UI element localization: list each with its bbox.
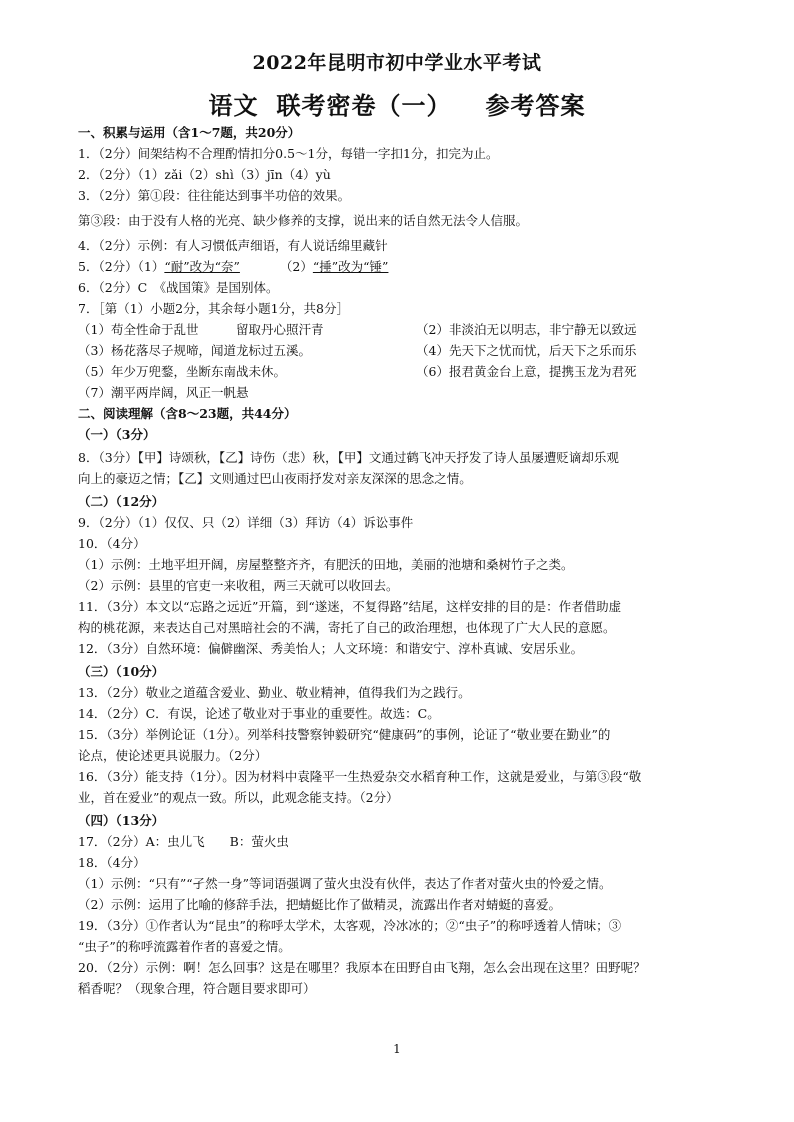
answer-line: 17．（2分）A：虫儿飞 B：萤火虫 (78, 834, 289, 849)
subtitle-answer: 参考答案 (485, 91, 586, 120)
answer-line: 8．（3分）【甲】诗颂秋，【乙】诗伤（悲）秋，【甲】文通过鹤飞冲天抒发了诗人虽屡遭贬谪却乐观 (78, 450, 619, 465)
exam-title: 2022年昆明市初中学业水平考试 (252, 52, 542, 74)
correction-b: “捶”改为“锤” (312, 259, 389, 274)
answer-line: 16．（3分）能支持（1分）。因为材料中袁隆平一生热爱杂交水稻育种工作，这就是爱业，与第③段“敬 (78, 769, 642, 784)
answer-prefix: 5．（2分）（1） (78, 259, 165, 274)
poem-item: （4）先天下之忧而忧，后天下之乐而乐 (416, 343, 637, 358)
poem-item: （1）苟全性命于乱世 留取丹心照汗青 (78, 322, 324, 337)
answer-line: （1）示例：土地平坦开阔，房屋整整齐齐，有肥沃的田地，美丽的池塘和桑树竹子之类。 (78, 557, 574, 572)
part-heading: （二）（12分） (78, 494, 165, 509)
answer-line: 构的桃花源，来表达自己对黑暗社会的不满，寄托了自己的政治理想，也体现了广大人民的意愿。 (78, 620, 616, 635)
answer-line: 19．（3分）①作者认为“昆虫”的称呼太学术，太客观，冷冰冰的；②“虫子”的称呼透着人情味；③ (78, 918, 622, 933)
answer-line: 第③段：由于没有人格的光亮、缺少修养的支撑，说出来的话自然无法令人信服。 (78, 213, 529, 228)
answer-line: （1）示例：“只有”“孑然一身”等词语强调了萤火虫没有伙伴，表达了作者对萤火虫的怜爱之情。 (78, 876, 612, 891)
answer-line: 4．（2分）示例：有人习惯低声细语，有人说话绵里藏针 (78, 238, 388, 253)
answer-line: 15．（3分）举例论证（1分）。列举科技警察钟毅研究“健康码”的事例，论证了“敬业要在勤业”的 (78, 727, 611, 742)
poem-grid (78, 319, 708, 403)
part-heading: （一）（3分） (78, 427, 156, 442)
answer-line: 论点，使论述更具说服力。（2分） (78, 748, 268, 763)
answer-line: 10．（4分） (78, 536, 146, 551)
poem-item: （2）非淡泊无以明志，非宁静无以致远 (416, 322, 637, 337)
poem-item: （7）潮平两岸阔，风正一帆悬 (78, 385, 249, 400)
answer-line: “虫子”的称呼流露着作者的喜爱之情。 (78, 939, 291, 954)
answer-line: 7．［第（1）小题2分，其余每小题1分，共8分］ (78, 301, 350, 316)
subtitle-paper: 联考密卷（一） (276, 91, 452, 120)
part-heading: （四）（13分） (78, 813, 165, 828)
poem-item: （3）杨花落尽子规啼，闻道龙标过五溪。 (78, 343, 311, 358)
answer-mid: （2） (279, 259, 313, 274)
answer-line: 11．（3分）本文以“忘路之远近”开篇，到“遂迷，不复得路”结尾，这样安排的目的是：作者借助虚 (78, 599, 622, 614)
poem-item: （6）报君黄金台上意，提携玉龙为君死 (416, 364, 637, 379)
answer-line: 向上的豪迈之情；【乙】文则通过巴山夜雨抒发对亲友深深的思念之情。 (78, 471, 472, 486)
answer-line: （2）示例：运用了比喻的修辞手法，把蜻蜓比作了做精灵，流露出作者对蜻蜓的喜爱。 (78, 897, 561, 912)
answer-line: 20．（2分）示例：啊！怎么回事？这是在哪里？我原本在田野自由飞翔，怎么会出现在这里？田野呢？ (78, 960, 646, 975)
answer-line: （2）示例：县里的官吏一来收租，两三天就可以收回去。 (78, 578, 399, 593)
answer-line: 9．（2分）（1）仅仅、只（2）详细（3）拜访（4）诉讼事件 (78, 515, 414, 530)
answer-line: 稻香呢？（现象合理，符合题目要求即可） (78, 981, 316, 996)
subtitle-subject: 语文 (208, 91, 259, 120)
answer-line: 6．（2分）C 《战国策》是国别体。 (78, 280, 279, 295)
answer-line: 2．（2分）（1）zǎi（2）shì（3）jīn（4）yù (78, 167, 331, 182)
answer-content (78, 122, 708, 999)
answer-line (78, 256, 708, 277)
paper-subtitle (0, 86, 794, 121)
answer-line: 1．（2分）间架结构不合理酌情扣分0.5～1分，每错一字扣1分，扣完为止。 (78, 146, 499, 161)
poem-item: （5）年少万兜鍪，坐断东南战未休。 (78, 364, 286, 379)
answer-line: 18．（4分） (78, 855, 146, 870)
part-heading: （三）（10分） (78, 664, 165, 679)
section-heading: 一、积累与运用（含1～7题，共20分） (78, 125, 301, 140)
correction-a: “耐”改为“奈” (164, 259, 240, 274)
answer-line: 14．（2分）C．有误，论述了敬业对于事业的重要性。故选：C。 (78, 706, 440, 721)
answer-line: 12．（3分）自然环境：偏僻幽深、秀美怡人；人文环境：和谐安宁、淳朴真诚、安居乐业。 (78, 641, 584, 656)
page-number: 1 (393, 1042, 401, 1056)
answer-line: 13．（2分）敬业之道蕴含爱业、勤业、敬业精神，值得我们为之践行。 (78, 685, 471, 700)
answer-line: 业，首在爱业”的观点一致。所以，此观念能支持。（2分） (78, 790, 399, 805)
answer-line: 3．（2分）第①段：往往能达到事半功倍的效果。 (78, 188, 351, 203)
section-heading: 二、阅读理解（含8～23题，共44分） (78, 406, 297, 421)
